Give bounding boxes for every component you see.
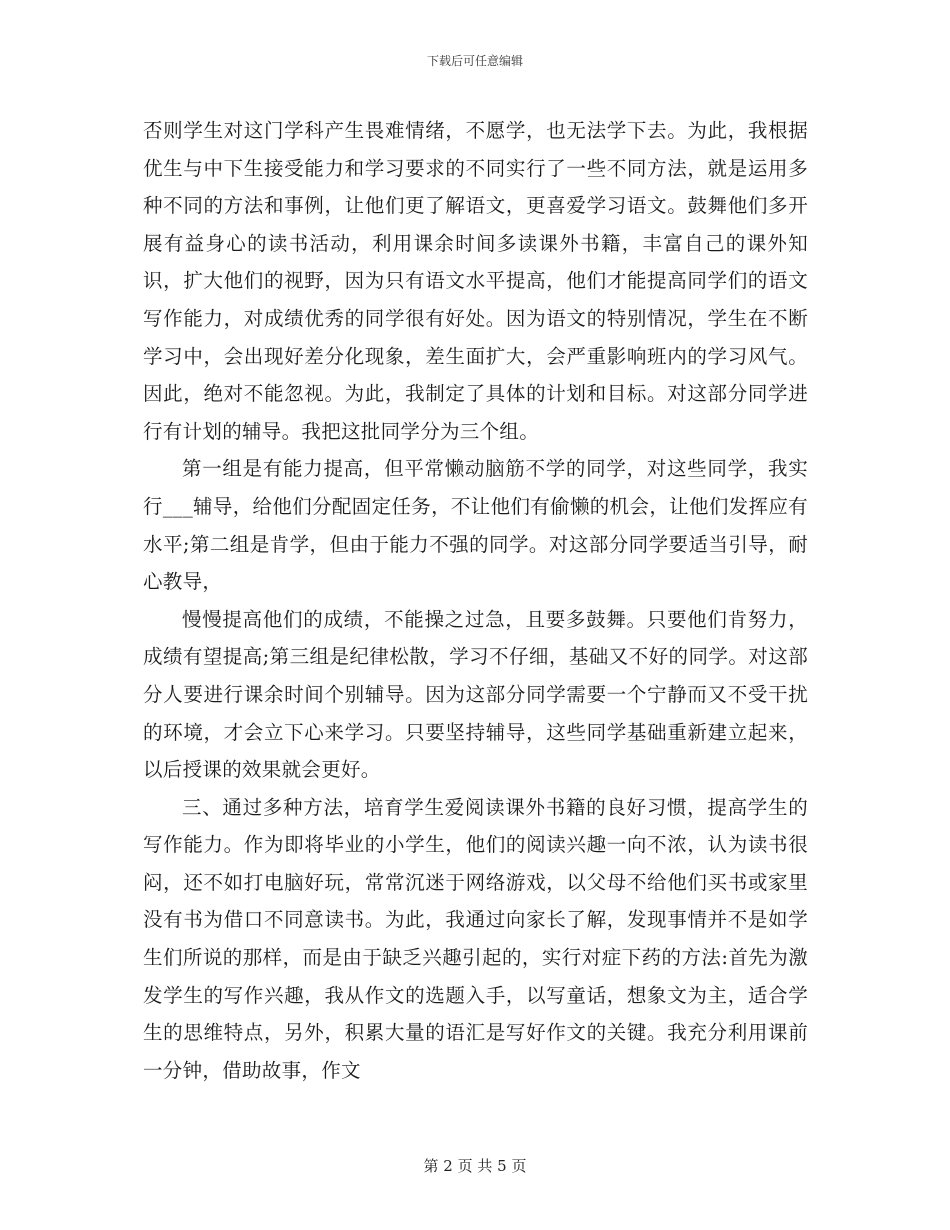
paragraph-1: 否则学生对这门学科产生畏难情绪，不愿学，也无法学下去。为此，我根据优生与中下生接受能力和学习要求的不同实行了一些不同方法，就是运用多种不同的方法和事例，让他们更了解语文，更喜爱学习语文。鼓舞他们多开展有益身心的读书活动，利用课余时间多读课外书籍，丰富自己的课外知识，扩大他们的视野，因为只有语文水平提高，他们才能提高同学们的语文写作能力，对成绩优秀的同学很有好处。因为语文的特别情况，学生在不断学习中，会出现好差分化现象，差生面扩大，会严重影响班内的学习风气。因此，绝对不能忽视。为此，我制定了具体的计划和目标。对这部分同学进行有计划的辅导。我把这批同学分为三个组。 [143,119,808,443]
document-body [143,112,808,1089]
paragraph-2: 第一组是有能力提高，但平常懒动脑筋不学的同学，对这些同学，我实行___辅导，给他们分配固定任务，不让他们有偷懒的机会，让他们发挥应有水平;第二组是肯学，但由于能力不强的同学。对这部分同学要适当引导，耐心教导， [143,457,808,594]
page-header: 下载后可任意编辑 [426,54,523,68]
paragraph-3: 慢慢提高他们的成绩，不能操之过急，且要多鼓舞。只要他们肯努力，成绩有望提高;第三组是纪律松散，学习不仔细，基础又不好的同学。对这部分人要进行课余时间个别辅导。因为这部分同学需要一个宁静而又不受干扰的环境，才会立下心来学习。只要坚持辅导，这些同学基础重新建立起来，以后授课的效果就会更好。 [143,607,808,782]
page-footer: 第 2 页 共 5 页 [423,1157,527,1175]
paragraph-4: 三、通过多种方法，培育学生爱阅读课外书籍的良好习惯，提高学生的写作能力。作为即将毕业的小学生，他们的阅读兴趣一向不浓，认为读书很闷，还不如打电脑好玩，常常沉迷于网络游戏，以父母不给他们买书或家里没有书为借口不同意读书。为此，我通过向家长了解，发现事情并不是如学生们所说的那样，而是由于缺乏兴趣引起的，实行对症下药的方法:首先为激发学生的写作兴趣，我从作文的选题入手，以写童话，想象文为主，适合学生的思维特点，另外，积累大量的语汇是写好作文的关键。我充分利用课前一分钟，借助故事，作文 [143,795,808,1082]
